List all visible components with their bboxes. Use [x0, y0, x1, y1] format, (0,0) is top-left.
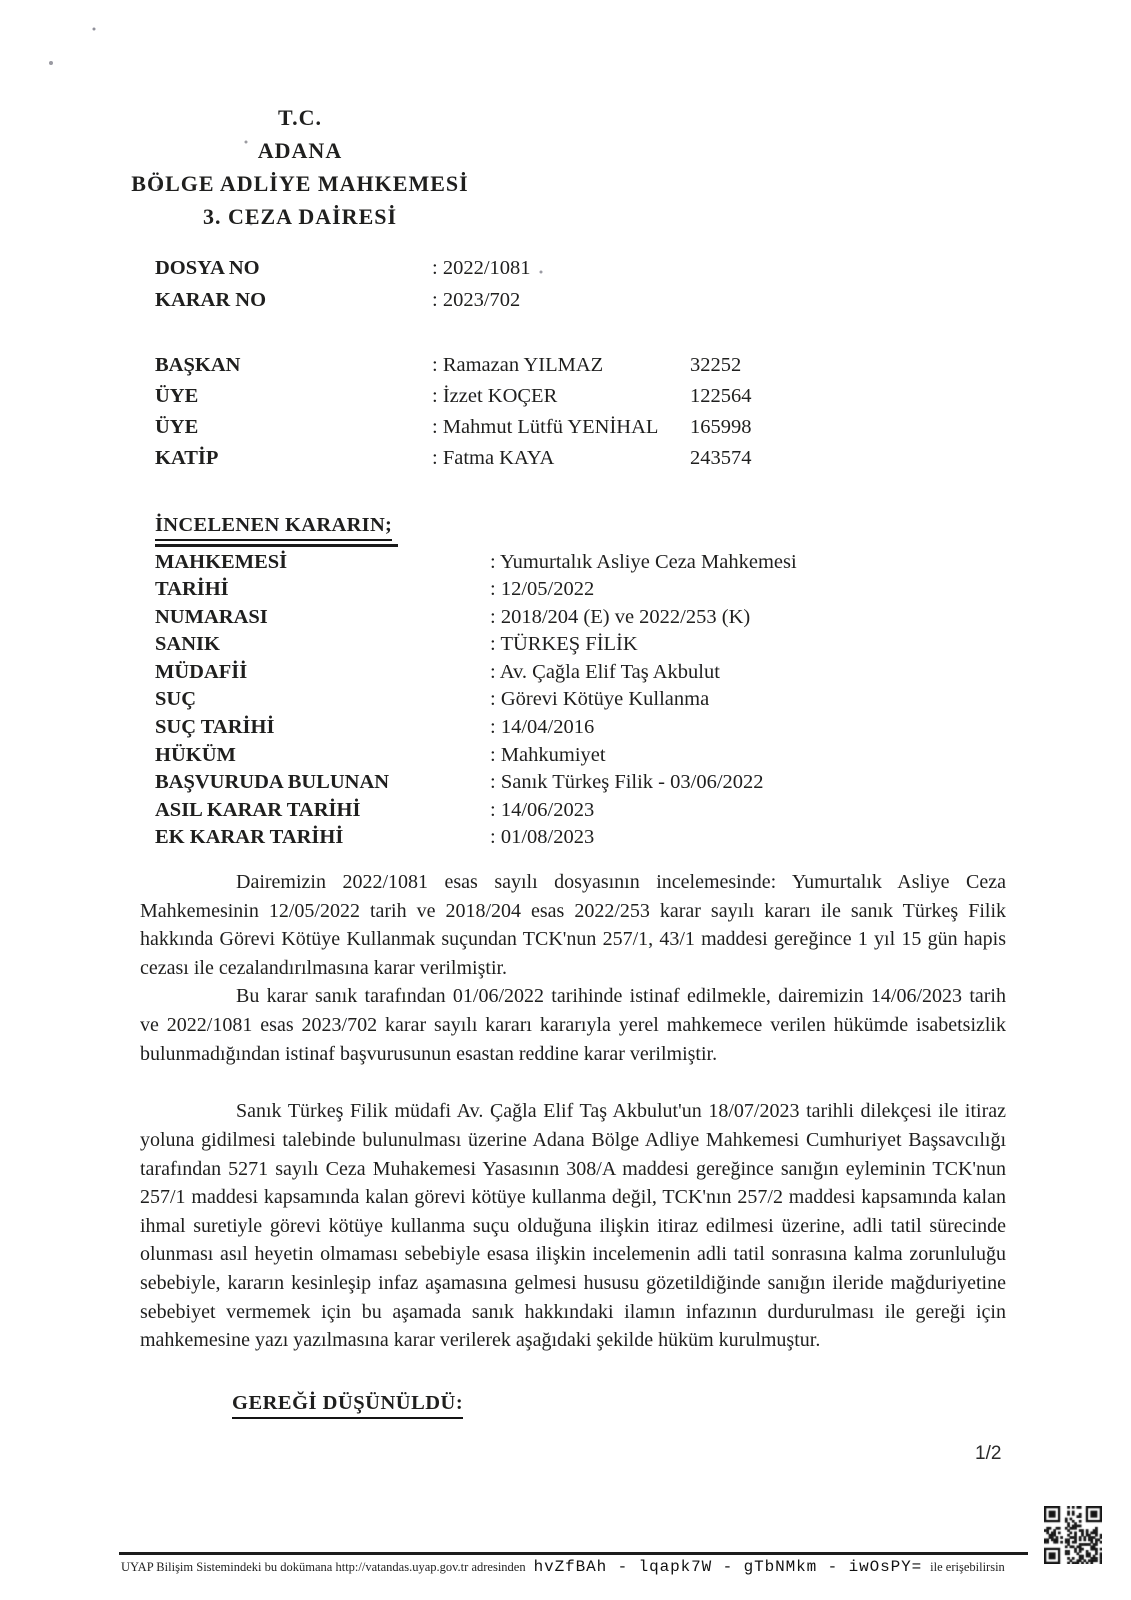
registry-number: 122564: [690, 385, 752, 407]
title-underline: [155, 544, 398, 547]
table-row: [155, 824, 797, 852]
page-number: 1/2: [975, 1443, 1002, 1464]
field-value: : Mahmut Lütfü YENİHAL: [432, 416, 659, 438]
court-header: [100, 101, 500, 233]
republic-label: T.C.: [278, 105, 322, 130]
paragraph: Sanık Türkeş Filik müdafi Av. Çağla Elif Taş Akbulut'un 18/07/2023 tarihli dilekçesi ile itiraz yoluna gidilmesi talebinde bulunulması üzerine Adana Bölge Adliye Mahkemesi Cumhuriyet Başsavcılığı tarafından 5271 sayılı Ceza Muhakemesi Yasasının 308/A maddesi gereğince sanığın eyleminin TCK'nun 257/1 maddesi kapsamında kalan görevi kötüye kullanma değil, TCK'nın 257/2 maddesi kapsamında kalan ihmal suretiyle görevi kötüye kullanma suçu olduğuna ilişkin itiraz edilmesi üzerine, adli tatil sürecinde olunması asıl heyetin olmaması sebebiyle esasa ilişkin incelemenin adli tatil sonrasına kalma zorunluluğu sebebiyle, kararın kesinleşip infaz aşamasına gelmesi hususu gözetildiğinde sanığın ileride mağduriyetine sebebiyet vermemek için bu aşamada sanık hakkındaki ilamın infazının durdurulması ile gereği için mahkemesine yazı yazılmasına karar verilerek aşağıdaki şekilde hüküm kurulmuştur.: [140, 1100, 1006, 1352]
chamber-name: 3. CEZA DAİRESİ: [202, 204, 398, 229]
field-value: : Yumurtalık Asliye Ceza Mahkemesi: [490, 550, 797, 573]
table-row: [155, 769, 797, 797]
field-value: : İzzet KOÇER: [432, 385, 558, 407]
field-value: : Fatma KAYA: [432, 447, 555, 469]
field-label: SUÇ: [155, 688, 197, 711]
field-value: : TÜRKEŞ FİLİK: [490, 633, 638, 656]
field-value: : 2018/204 (E) ve 2022/253 (K): [490, 605, 751, 628]
table-row: [155, 252, 531, 284]
field-value: : 14/04/2016: [490, 716, 595, 739]
table-row: [155, 576, 797, 604]
table-row: [155, 604, 797, 632]
registry-number: 243574: [690, 447, 752, 469]
section-title: İNCELENEN KARARIN;: [155, 514, 392, 541]
scan-artifacts: [0, 0, 2, 2]
field-value: : Av. Çağla Elif Taş Akbulut: [490, 660, 720, 683]
table-row: [155, 631, 797, 659]
field-label: DOSYA NO: [155, 257, 260, 279]
field-label: MÜDAFİİ: [155, 660, 248, 683]
table-row: [155, 284, 531, 316]
field-label: ASIL KARAR TARİHİ: [155, 798, 361, 821]
city-label: ADANA: [257, 138, 343, 163]
footer-divider: [119, 1552, 1028, 1555]
table-row: [155, 659, 797, 687]
field-value: : Mahkumiyet: [490, 743, 606, 766]
table-row: [155, 549, 797, 577]
judicial-panel-block: [155, 350, 752, 474]
court-name: BÖLGE ADLİYE MAHKEMESİ: [131, 171, 469, 196]
paragraph: Bu karar sanık tarafından 01/06/2022 tarihinde istinaf edilmekle, dairemizin 14/06/2023 tarih ve 2022/1081 esas 2023/702 karar sayılı kararı kararıyla yerel mahkemece verilen hükümde isabetsizlik bulunmadığından istinaf başvurusunun esastan reddine karar verilmiştir.: [140, 985, 1006, 1065]
field-value: : Görevi Kötüye Kullanma: [490, 688, 710, 711]
table-row: [155, 742, 797, 770]
field-value: : Ramazan YILMAZ: [432, 354, 604, 376]
footer-access-text: UYAP Bilişim Sistemindeki bu dokümana http://vatandas.uyap.gov.tr adresinden: [121, 1560, 526, 1574]
decision-body: [140, 868, 1006, 1355]
field-label: MAHKEMESİ: [155, 550, 288, 573]
field-label: ÜYE: [155, 385, 199, 407]
field-label: NUMARASI: [155, 605, 268, 628]
table-row: [155, 412, 752, 443]
field-value: : 2022/1081: [432, 257, 531, 279]
field-label: BAŞKAN: [155, 354, 241, 376]
field-label: ÜYE: [155, 416, 199, 438]
field-label: KATİP: [155, 447, 219, 469]
document-access-code: hvZfBAh - lqapk7W - gTbNMkm - iwOsPY=: [533, 1558, 923, 1576]
table-row: [155, 350, 742, 381]
field-label: HÜKÜM: [155, 743, 236, 766]
case-numbers-block: [155, 252, 531, 316]
field-label: KARAR NO: [155, 289, 267, 311]
paragraph: Dairemizin 2022/1081 esas sayılı dosyasının incelemesinde: Yumurtalık Asliye Ceza Mahkemesinin 12/05/2022 tarih ve 2018/204 esas 2022/253 karar sayılı kararı ile sanık Türkeş Filik hakkında Görevi Kötüye Kullanmak suçundan TCK'nun 257/1, 43/1 maddesi gereğince 1 yıl 15 gün hapis cezası ile cezalandırılmasına karar verilmiştir.: [140, 871, 1006, 979]
field-label: BAŞVURUDA BULUNAN: [155, 771, 390, 794]
table-row: [155, 686, 797, 714]
field-value: : 2023/702: [432, 289, 521, 311]
field-label: SANIK: [155, 633, 220, 656]
table-row: [155, 714, 797, 742]
ruling-section-heading: GEREĞİ DÜŞÜNÜLDÜ:: [232, 1392, 463, 1419]
table-row: [155, 797, 797, 825]
reviewed-decision-block: [155, 514, 797, 852]
field-value: : Sanık Türkeş Filik - 03/06/2022: [490, 771, 764, 794]
registry-number: 32252: [690, 354, 742, 376]
field-value: : 14/06/2023: [490, 798, 595, 821]
field-label: TARİHİ: [155, 578, 229, 601]
table-row: [155, 443, 752, 474]
qr-code: [1044, 1506, 1102, 1564]
field-label: EK KARAR TARİHİ: [155, 826, 344, 849]
registry-number: 165998: [690, 416, 752, 438]
field-value: : 01/08/2023: [490, 826, 595, 849]
table-row: [155, 381, 752, 412]
footer-access-suffix: ile erişebilirsin: [930, 1560, 1005, 1574]
field-label: SUÇ TARİHİ: [155, 716, 275, 739]
uyap-footer: [121, 1558, 1005, 1576]
field-value: : 12/05/2022: [490, 578, 595, 601]
